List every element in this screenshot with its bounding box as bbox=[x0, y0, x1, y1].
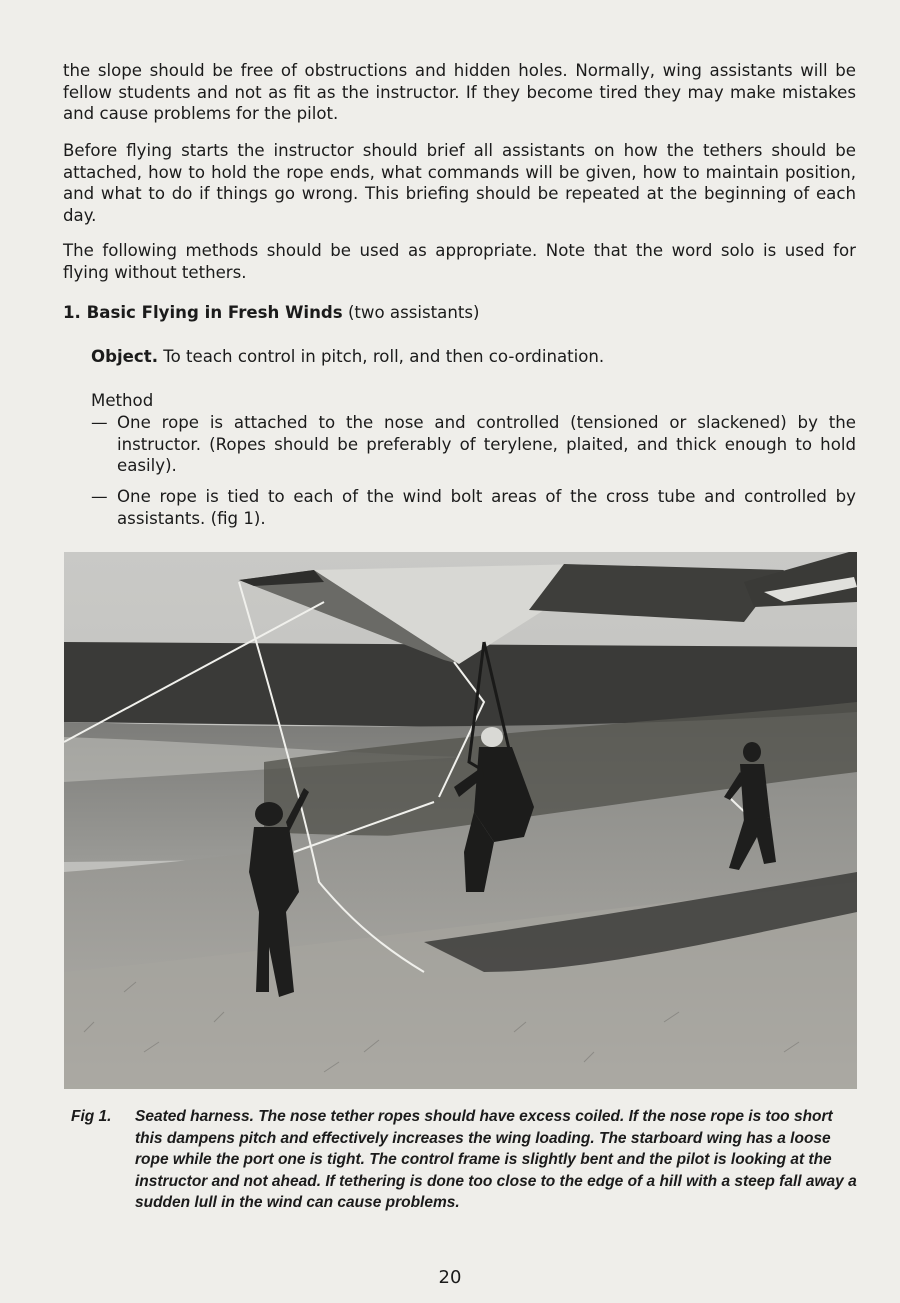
bullet-dash: — bbox=[91, 413, 108, 432]
object-line bbox=[91, 346, 856, 368]
hang-glider-photo bbox=[64, 552, 857, 1089]
object-text: To teach control in pitch, roll, and then co-ordination. bbox=[158, 347, 605, 366]
page-number: 20 bbox=[438, 1267, 462, 1288]
figure-label: Fig 1. bbox=[71, 1108, 112, 1125]
paragraph-3: The following methods should be used as appropriate. Note that the word solo is used for flying without tethers. bbox=[63, 241, 856, 282]
section-heading-note: (two assistants) bbox=[342, 303, 480, 322]
section-heading bbox=[63, 302, 856, 324]
section-heading-title: 1. Basic Flying in Fresh Winds bbox=[63, 303, 343, 322]
paragraph-1: the slope should be free of obstructions and hidden holes. Normally, wing assistants will be fellow students and not as fit as the instructor. If they become tired they may make mistakes and cause problems for the pilot. bbox=[63, 61, 856, 123]
method-bullet bbox=[91, 486, 856, 529]
bullet-text: One rope is tied to each of the wind bolt areas of the cross tube and controlled by assistants. (fig 1). bbox=[117, 487, 856, 528]
method-label: Method bbox=[91, 391, 154, 410]
object-label: Object. bbox=[91, 347, 158, 366]
bullet-dash: — bbox=[91, 487, 108, 506]
paragraph-2: Before flying starts the instructor should brief all assistants on how the tethers should be attached, how to hold the rope ends, what commands will be given, how to maintain position, and what to do if things go wrong. This briefing should be repeated at the beginning of each day. bbox=[63, 141, 856, 225]
figure-caption-text: Seated harness. The nose tether ropes should have excess coiled. If the nose rope is too short this dampens pitch and effectively increases the wing loading. The starboard wing has a loose rope while the port one is tight. The control frame is slightly bent and the pilot is looking at the instructor and not ahead. If tethering is done too close to the edge of a hill with a steep fall away a sudden lull in the wind can cause problems. bbox=[135, 1108, 857, 1211]
method-bullet bbox=[91, 412, 856, 477]
figure-caption bbox=[71, 1106, 861, 1214]
bullet-text: One rope is attached to the nose and controlled (tensioned or slackened) by the instructor. (Ropes should be preferably of terylene, plaited, and thick enough to hold easily). bbox=[117, 413, 856, 475]
